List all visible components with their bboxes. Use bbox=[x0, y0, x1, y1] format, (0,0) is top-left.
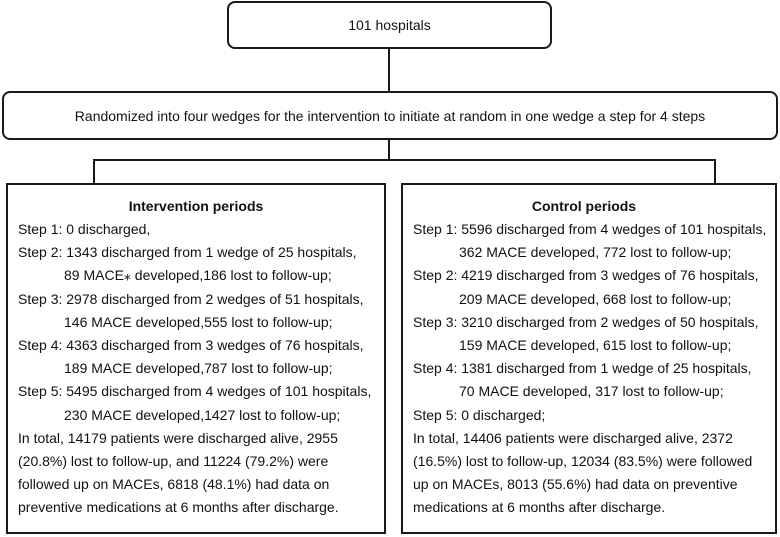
connector-split-stem bbox=[388, 140, 390, 160]
connector-right-drop bbox=[714, 159, 716, 183]
connector-top bbox=[388, 49, 390, 91]
control-line: Step 4: 1381 discharged from 1 wedge of 25 hospitals, bbox=[413, 360, 752, 377]
randomization-label: Randomized into four wedges for the intervention to initiate at random in one wedge a step for 4 steps bbox=[74, 107, 706, 124]
intervention-line: Step 4: 4363 discharged from 3 wedges of 76 hospitals, bbox=[18, 337, 364, 354]
control-line: Step 2: 4219 discharged from 3 wedges of 76 hospitals, bbox=[413, 267, 759, 284]
intervention-line: Step 3: 2978 discharged from 2 wedges of 51 hospitals, bbox=[18, 290, 364, 307]
control-line: (16.5%) lost to follow-up, 12034 (83.5%) were followed bbox=[413, 453, 753, 470]
intervention-line: 89 MACE⁎ developed,186 lost to follow-up; bbox=[64, 267, 332, 284]
control-line: Step 5: 0 discharged; bbox=[413, 406, 546, 423]
control-line: up on MACEs, 8013 (55.6%) had data on preventive bbox=[413, 476, 738, 493]
intervention-line: In total, 14179 patients were discharged alive, 2955 bbox=[18, 429, 338, 446]
intervention-line: preventive medications at 6 months after discharge. bbox=[18, 499, 339, 516]
intervention-panel bbox=[6, 183, 386, 534]
control-panel bbox=[401, 183, 777, 534]
intervention-line: followed up on MACEs, 6818 (48.1%) had data on bbox=[18, 476, 330, 493]
connector-split-bar bbox=[93, 159, 716, 161]
intervention-line: 189 MACE developed,787 lost to follow-up; bbox=[64, 360, 333, 377]
connector-left-drop bbox=[93, 159, 95, 183]
intervention-line: 230 MACE developed,1427 lost to follow-up; bbox=[64, 406, 341, 423]
randomization-box bbox=[2, 91, 778, 140]
intervention-line: 146 MACE developed,555 lost to follow-up; bbox=[64, 313, 333, 330]
control-line: 209 MACE developed, 668 lost to follow-up; bbox=[459, 290, 732, 307]
intervention-line: Step 5: 5495 discharged from 4 wedges of 101 hospitals, bbox=[18, 383, 372, 400]
hospitals-label: 101 hospitals bbox=[348, 17, 431, 33]
intervention-line: Step 1: 0 discharged, bbox=[18, 221, 151, 237]
intervention-title: Intervention periods bbox=[128, 198, 264, 214]
control-line: Step 1: 5596 discharged from 4 wedges of 101 hospitals, bbox=[413, 221, 767, 237]
control-line: 362 MACE developed, 772 lost to follow-up; bbox=[459, 244, 732, 261]
intervention-line: (20.8%) lost to follow-up, and 11224 (79.2%) were bbox=[18, 453, 329, 470]
control-line: 70 MACE developed, 317 lost to follow-up; bbox=[459, 383, 724, 400]
control-title: Control periods bbox=[531, 198, 637, 214]
intervention-line: Step 2: 1343 discharged from 1 wedge of 25 hospitals, bbox=[18, 244, 357, 261]
control-line: 159 MACE developed, 615 lost to follow-up; bbox=[459, 337, 732, 354]
control-line: In total, 14406 patients were discharged alive, 2372 bbox=[413, 429, 733, 446]
control-line: Step 3: 3210 discharged from 2 wedges of 50 hospitals, bbox=[413, 313, 759, 330]
control-line: medications at 6 months after discharge. bbox=[413, 499, 666, 516]
hospitals-box bbox=[227, 1, 552, 49]
